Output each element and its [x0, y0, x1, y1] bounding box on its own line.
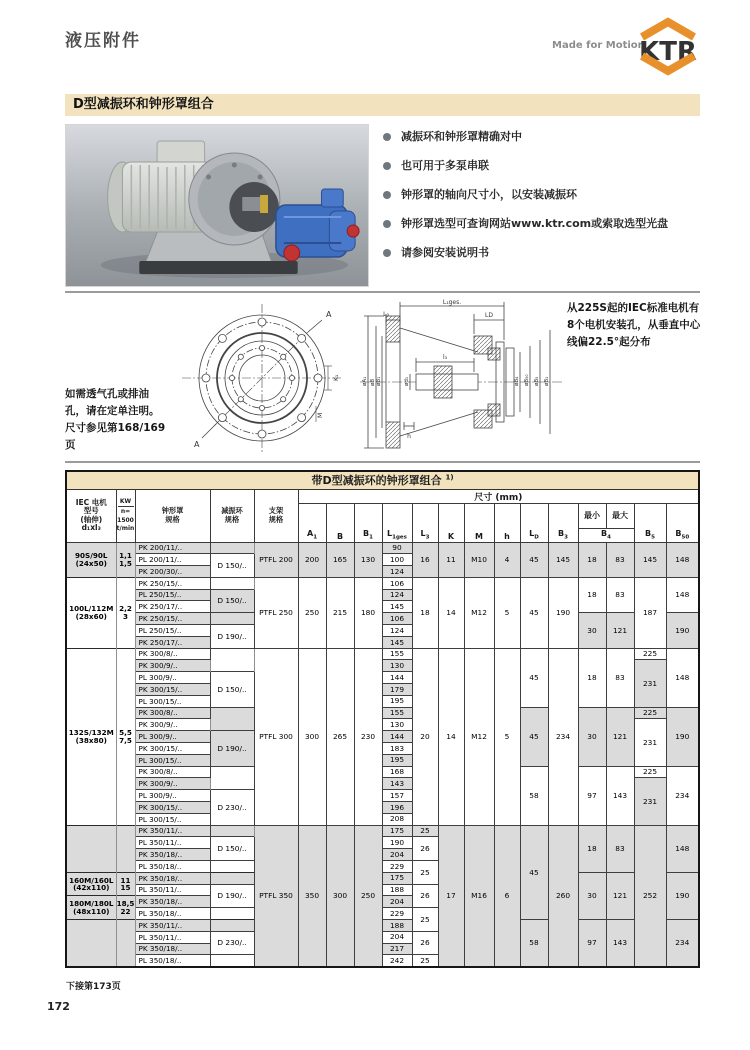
- ktr-logo-icon: [636, 16, 700, 76]
- cell-bell: PK 350/18/..: [135, 849, 210, 861]
- cell-value: 195: [382, 695, 412, 707]
- cell-value: 5: [494, 577, 520, 648]
- cell-bell: PK 300/15/..: [135, 802, 210, 814]
- cell-value: 18: [578, 825, 606, 872]
- cell-value: 16: [412, 542, 438, 577]
- cell-value: 231: [634, 778, 666, 825]
- cell-motor: 132S/132M (38x80): [66, 648, 116, 825]
- dim-l3-inner: l₃: [442, 354, 448, 361]
- dim-ld: LD: [485, 312, 493, 319]
- cell-value: 121: [606, 613, 634, 648]
- cell-bell: PL 300/15/..: [135, 695, 210, 707]
- cell-value: 204: [382, 896, 412, 908]
- cell-value: 183: [382, 743, 412, 755]
- dim-col-header: $B_3$: [548, 503, 578, 542]
- cell-ring: [210, 707, 254, 731]
- cell-value: 4: [494, 542, 520, 577]
- tagline: Made for Motion: [552, 40, 645, 51]
- cell-value: 196: [382, 802, 412, 814]
- cell-bell: PK 350/18/..: [135, 872, 210, 884]
- cell-bell: PK 300/15/..: [135, 684, 210, 696]
- divider: [65, 461, 700, 463]
- spec-table-wrap: [65, 470, 700, 968]
- cell-bell: PK 300/8/..: [135, 648, 210, 660]
- cell-value: 234: [666, 920, 699, 967]
- max-label: 最大: [606, 503, 634, 528]
- cell-value: 45: [520, 542, 548, 577]
- continuation-note: 下接第173页: [66, 982, 121, 992]
- cell-motor: [66, 825, 116, 872]
- dim-col-header: B: [326, 503, 354, 542]
- cell-ring: [210, 872, 254, 884]
- cell-value: 165: [326, 542, 354, 577]
- cell-motor: 90S/90L (24x50): [66, 542, 116, 577]
- cell-value: 204: [382, 931, 412, 943]
- cell-bracket: PTFL 200: [254, 542, 298, 577]
- cell-ring: [210, 766, 254, 790]
- cell-value: 121: [606, 707, 634, 766]
- cell-ring: [210, 613, 254, 625]
- cell-bell: PK 300/9/..: [135, 719, 210, 731]
- feature-list: [383, 130, 705, 275]
- cell-value: 180: [354, 577, 382, 648]
- dim-col-header: $A_1$: [298, 503, 326, 542]
- cell-value: 200: [298, 542, 326, 577]
- cell-value: 250: [298, 577, 326, 648]
- cell-bell: PL 200/11/..: [135, 554, 210, 566]
- cell-value: 45: [520, 577, 548, 648]
- cell-bell: PK 350/11/..: [135, 825, 210, 837]
- cell-value: M16: [464, 825, 494, 967]
- page-title: 液压附件: [65, 31, 141, 51]
- cell-value: 300: [298, 648, 326, 825]
- cell-value: 124: [382, 625, 412, 637]
- dim-m: M: [317, 412, 324, 418]
- table-row: [66, 920, 699, 932]
- cell-value: 190: [548, 577, 578, 648]
- cell-value: 217: [382, 943, 412, 955]
- bullet-icon: [383, 191, 391, 199]
- cell-bell: PK 250/15/..: [135, 613, 210, 625]
- col-header-ring: 减振环 规格: [210, 489, 254, 542]
- cell-value: 148: [666, 542, 699, 577]
- cell-ring: D 230/..: [210, 790, 254, 825]
- cell-value: 190: [666, 613, 699, 648]
- note-right: 从225S起的IEC标准电机有8个电机安装孔，从垂直中心线偏22.5°起分布: [567, 302, 701, 348]
- cell-value: 350: [298, 825, 326, 967]
- cell-value: 148: [666, 825, 699, 872]
- cell-value: 30: [578, 613, 606, 648]
- dim-b5: øB₅: [534, 376, 540, 386]
- cell-value: 83: [606, 825, 634, 872]
- bellhousing-section-drawing: [356, 296, 566, 460]
- dim-col-header: K: [438, 503, 464, 542]
- list-item: [383, 130, 705, 144]
- col-header-bell: 钟形罩 规格: [135, 489, 210, 542]
- cell-bell: PL 250/15/..: [135, 589, 210, 601]
- page-number: 172: [47, 1000, 70, 1013]
- dim-a1: øA₁: [362, 376, 368, 386]
- cell-motor: 180M/180L (48x110): [66, 896, 116, 920]
- cell-value: 250: [354, 825, 382, 967]
- cell-ring: D 150/..: [210, 589, 254, 613]
- cell-value: 5: [494, 648, 520, 825]
- cell-value: 179: [382, 684, 412, 696]
- cell-value: 58: [520, 766, 548, 825]
- cell-bell: PL 300/15/..: [135, 813, 210, 825]
- cell-value: 130: [382, 719, 412, 731]
- cell-value: M12: [464, 648, 494, 825]
- list-item: [383, 246, 705, 260]
- cell-bell: PK 250/15/..: [135, 577, 210, 589]
- cell-bell: PL 350/18/..: [135, 908, 210, 920]
- bullet-text: 请参阅安装说明书: [401, 246, 489, 259]
- cell-value: 6: [494, 825, 520, 967]
- table-row: [66, 872, 699, 884]
- cell-bell: PK 300/8/..: [135, 766, 210, 778]
- cell-ring: [210, 577, 254, 589]
- cell-ring: D 150/..: [210, 837, 254, 861]
- cell-value: 195: [382, 754, 412, 766]
- cell-value: 242: [382, 955, 412, 967]
- cell-value: 252: [634, 825, 666, 967]
- dim-d1: ød₁: [404, 376, 410, 386]
- cell-bell: PL 300/9/..: [135, 672, 210, 684]
- dim-header: 尺寸 (mm): [298, 489, 699, 503]
- section-title: D型减振环和钟形罩组合: [65, 94, 700, 116]
- cell-bracket: PTFL 350: [254, 825, 298, 967]
- cell-value: 143: [382, 778, 412, 790]
- dim-b4: øB₄: [514, 376, 520, 386]
- cell-value: 155: [382, 648, 412, 660]
- cell-value: 45: [520, 825, 548, 919]
- cell-ring: D 190/..: [210, 625, 254, 649]
- cell-value: 145: [382, 601, 412, 613]
- cell-value: 130: [354, 542, 382, 577]
- list-item: [383, 159, 705, 173]
- cell-value: 83: [606, 577, 634, 612]
- bullet-icon: [383, 133, 391, 141]
- cell-value: 230: [354, 648, 382, 825]
- cell-value: 14: [438, 577, 464, 648]
- bullet-text: 钟形罩的轴向尺寸小，以安装减振环: [401, 188, 577, 201]
- cell-bell: PK 300/9/..: [135, 778, 210, 790]
- cell-value: 30: [578, 707, 606, 766]
- cell-kw: 5,5 7,5: [116, 648, 135, 825]
- cell-value: 234: [548, 648, 578, 825]
- dim-col-header: M: [464, 503, 494, 542]
- dim-h: h: [407, 433, 411, 440]
- logo-text: KTR: [639, 37, 697, 67]
- cell-value: 18: [578, 542, 606, 577]
- dim-k1: K₁: [333, 374, 340, 381]
- cell-value: 265: [326, 648, 354, 825]
- cell-value: 18: [578, 648, 606, 707]
- flange-front-drawing: [170, 298, 360, 458]
- bullet-icon: [383, 162, 391, 170]
- col-header-motor: IEC 电机 型号 (轴伸) d₁xl₃: [66, 489, 116, 542]
- col-header-kw: KW n= 1500 t/min: [116, 489, 135, 542]
- cell-value: 190: [666, 707, 699, 766]
- cell-value: 26: [412, 837, 438, 861]
- table-row: [66, 613, 699, 625]
- cell-value: 145: [548, 542, 578, 577]
- cell-value: 231: [634, 719, 666, 766]
- dim-col-header: $B_4$: [578, 528, 634, 542]
- cell-value: 148: [666, 577, 699, 612]
- dim-col-header: $L_D$: [520, 503, 548, 542]
- cell-bell: PL 300/15/..: [135, 754, 210, 766]
- cut-label-a: A: [194, 440, 200, 449]
- cell-value: 188: [382, 884, 412, 896]
- cell-bell: PL 350/11/..: [135, 931, 210, 943]
- dim-col-header: $B_1$: [354, 503, 382, 542]
- cell-ring: [210, 542, 254, 554]
- cell-bracket: PTFL 250: [254, 577, 298, 648]
- table-row: [66, 825, 699, 837]
- cell-bell: PL 350/11/..: [135, 837, 210, 849]
- spec-table: 带D型减振环的钟形罩组合 $^{1)}$ IEC 电机 型号 (轴伸) d₁xl₃ KW n= 1500 t/min 钟形罩 规格 减振环 规格 支架 规格 尺寸 (mm) $A_1$ B $B_1$ $L_{1ges}$ $L_3$ K M h $L_D$ $B_3$ 最小 最大 $B_5$ $B_{50}$ $B_4$ 90S/90L (24x50) 1,1 1,5 PK 200/11/.. PTFL 200 200 165 130 90 16 11 M10 4 45 145 18 83 145 148 PL 200/11/.. D 150/.. 100 PK 200/30/.. 124 100L/112M (28x60) 2,2 3 PK 250/15/.. PTFL 250 250 215 180 106 18 14 M12 5 45 190 18 83 187 148 PL 250/15/.. D 150/.. 124 PK 250/17/.. 145 PK 250/15/.. 106 30 121 190 PL 250/15/.. D 190/.. 124 PK 250/17/.. 145 132S/132M (38x80) 5,5 7,5 PK 300/8/.. PTFL 300 300 265 230 155 20 14 M12 5 45 234 18 83 225 148 PK 300/9/.. 130 231 PL 300/9/.. D 150/.. 144 PK 300/15/.. 179 PL 300/15/.. 195 PK 300/8/.. 155 45 30 121 225 190 PK 300/9/.. 130 231 PL 300/9/.. D 190/.. 144 PK 300/15/.. 183 PL 300/15/.. 195 PK 300/8/.. 168 58 97 143 225 234 PK 300/9/.. 143 231 PL 300/9/.. D 230/.. 157 PK 300/15/.. 196 PL 300/15/.. 208 PK 350/11/.. PTFL 350 350 300 250 175 25 17 M16 6 45 260 18 83 252 148 PL 350/11/.. D 150/.. 190 26 PK 350/18/.. 204 PL 350/18/.. 229 25 160M/160L (42x110) 11 15 PK 350/18/.. 175 30 121 190 PL 350/11/.. D 190/.. 188 26 180M/180L (48x110) 18,5 22 PK 350/18/.. 204 PL 350/18/.. 229 25 PK 350/11/.. 188 58 97 143 234 PL 350/11/.. D 230/.. 204 26 PK 350/18/.. 217 PL 350/18/.. 242 25: [65, 470, 700, 968]
- dim-b: øB: [370, 378, 376, 386]
- cell-value: 175: [382, 825, 412, 837]
- cell-value: 229: [382, 861, 412, 873]
- cell-value: 190: [382, 837, 412, 849]
- cell-value: 300: [326, 825, 354, 967]
- bullet-text: 减振环和钟形罩精确对中: [401, 130, 522, 143]
- cell-value: 58: [520, 920, 548, 967]
- cell-value: 130: [382, 660, 412, 672]
- cell-kw: 2,2 3: [116, 577, 135, 648]
- cell-value: 190: [666, 872, 699, 919]
- cell-motor: 100L/112M (28x60): [66, 577, 116, 648]
- cell-value: 83: [606, 542, 634, 577]
- cell-ring: [210, 920, 254, 932]
- min-label: 最小: [578, 503, 606, 528]
- cell-kw: [116, 825, 135, 872]
- cell-value: 215: [326, 577, 354, 648]
- cell-value: 106: [382, 577, 412, 589]
- dim-col-header: $L_{1ges}$: [382, 503, 412, 542]
- cell-value: 124: [382, 566, 412, 578]
- cell-bell: PL 350/18/..: [135, 861, 210, 873]
- cell-kw: [116, 920, 135, 967]
- cell-value: 90: [382, 542, 412, 554]
- dim-col-header: $L_3$: [412, 503, 438, 542]
- cell-value: 106: [382, 613, 412, 625]
- cell-ring: D 150/..: [210, 672, 254, 707]
- table-row: [66, 766, 699, 778]
- table-row: [66, 707, 699, 719]
- cell-motor: 160M/160L (42x110): [66, 872, 116, 896]
- cell-bell: PK 300/8/..: [135, 707, 210, 719]
- cell-value: 25: [412, 861, 438, 885]
- cell-value: 229: [382, 908, 412, 920]
- dim-b1: øB₁: [376, 376, 382, 386]
- note-left: 如需透气孔或排油孔，请在定单注明。尺寸参见第168/169页: [65, 388, 166, 451]
- bullet-text: 钟形罩选型可查询网站www.ktr.com或索取选型光盘: [401, 217, 669, 230]
- cell-value: 45: [520, 648, 548, 707]
- cell-bell: PK 350/18/..: [135, 943, 210, 955]
- cell-value: 187: [634, 577, 666, 648]
- dim-l3: L₃: [383, 311, 389, 318]
- divider: [65, 291, 700, 293]
- cell-bell: PK 350/18/..: [135, 896, 210, 908]
- cell-value: M12: [464, 577, 494, 648]
- cell-bracket: PTFL 300: [254, 648, 298, 825]
- cell-value: 100: [382, 554, 412, 566]
- dim-l1ges: L₁ges.: [442, 299, 462, 306]
- list-item: [383, 217, 705, 231]
- bullet-icon: [383, 220, 391, 228]
- cell-value: 30: [578, 872, 606, 919]
- cell-value: 97: [578, 766, 606, 825]
- cell-value: 97: [578, 920, 606, 967]
- cell-ring: [210, 825, 254, 837]
- cell-value: 25: [412, 908, 438, 932]
- cell-value: 18: [578, 577, 606, 612]
- cell-value: 144: [382, 731, 412, 743]
- table-row: [66, 577, 699, 589]
- cell-ring: D 190/..: [210, 731, 254, 766]
- cell-ring: D 150/..: [210, 554, 254, 578]
- cell-value: 145: [382, 636, 412, 648]
- product-photo: [65, 124, 369, 287]
- cell-ring: [210, 648, 254, 672]
- cell-motor: [66, 920, 116, 967]
- cut-label-a: A: [326, 310, 332, 319]
- cell-kw: 11 15: [116, 872, 135, 896]
- cell-value: 234: [666, 766, 699, 825]
- dim-col-header: h: [494, 503, 520, 542]
- cell-value: 26: [412, 884, 438, 908]
- cell-bell: PK 300/15/..: [135, 743, 210, 755]
- dim-b50: øB₅₀: [524, 374, 530, 386]
- cell-value: 188: [382, 920, 412, 932]
- dim-col-header: $B_{50}$: [666, 503, 699, 542]
- cell-ring: [210, 955, 254, 967]
- cell-value: 208: [382, 813, 412, 825]
- cell-value: 20: [412, 648, 438, 825]
- bullet-text: 也可用于多泵串联: [401, 159, 489, 172]
- cell-value: 157: [382, 790, 412, 802]
- cell-bell: PL 350/11/..: [135, 884, 210, 896]
- cell-value: 143: [606, 766, 634, 825]
- dim-b1-right: øB₁: [544, 376, 550, 386]
- cell-value: 17: [438, 825, 464, 967]
- cell-value: 25: [412, 955, 438, 967]
- cell-bell: PK 200/30/..: [135, 566, 210, 578]
- cell-bell: PL 250/15/..: [135, 625, 210, 637]
- col-header-bracket: 支架 规格: [254, 489, 298, 542]
- cell-value: 144: [382, 672, 412, 684]
- cell-bell: PK 300/9/..: [135, 660, 210, 672]
- cell-kw: 18,5 22: [116, 896, 135, 920]
- cell-bell: PL 300/9/..: [135, 731, 210, 743]
- cell-value: 124: [382, 589, 412, 601]
- cell-ring: [210, 908, 254, 920]
- table-row: [66, 648, 699, 660]
- cell-value: 11: [438, 542, 464, 577]
- bullet-icon: [383, 249, 391, 257]
- cell-ring: D 230/..: [210, 931, 254, 955]
- cell-value: 25: [412, 825, 438, 837]
- cell-value: 155: [382, 707, 412, 719]
- cell-value: M10: [464, 542, 494, 577]
- cell-value: 260: [548, 825, 578, 967]
- cell-bell: PK 250/17/..: [135, 636, 210, 648]
- cell-value: 18: [412, 577, 438, 648]
- cell-value: 204: [382, 849, 412, 861]
- cell-value: 143: [606, 920, 634, 967]
- cell-value: 168: [382, 766, 412, 778]
- cell-bell: PL 350/18/..: [135, 955, 210, 967]
- cell-value: 121: [606, 872, 634, 919]
- cell-bell: PK 350/11/..: [135, 920, 210, 932]
- list-item: [383, 188, 705, 202]
- cell-value: 145: [634, 542, 666, 577]
- cell-value: 225: [634, 648, 666, 660]
- cell-value: 225: [634, 766, 666, 778]
- cell-value: 148: [666, 648, 699, 707]
- cell-value: 14: [438, 648, 464, 825]
- cell-value: 225: [634, 707, 666, 719]
- cell-value: 26: [412, 931, 438, 955]
- table-row: [66, 542, 699, 554]
- cell-value: 175: [382, 872, 412, 884]
- cell-value: 231: [634, 660, 666, 707]
- cell-value: 45: [520, 707, 548, 766]
- dim-col-header: $B_5$: [634, 503, 666, 542]
- cell-ring: D 190/..: [210, 884, 254, 908]
- cell-value: 83: [606, 648, 634, 707]
- cell-bell: PK 200/11/..: [135, 542, 210, 554]
- cell-ring: [210, 861, 254, 873]
- cell-bell: PK 250/17/..: [135, 601, 210, 613]
- cell-bell: PL 300/9/..: [135, 790, 210, 802]
- cell-kw: 1,1 1,5: [116, 542, 135, 577]
